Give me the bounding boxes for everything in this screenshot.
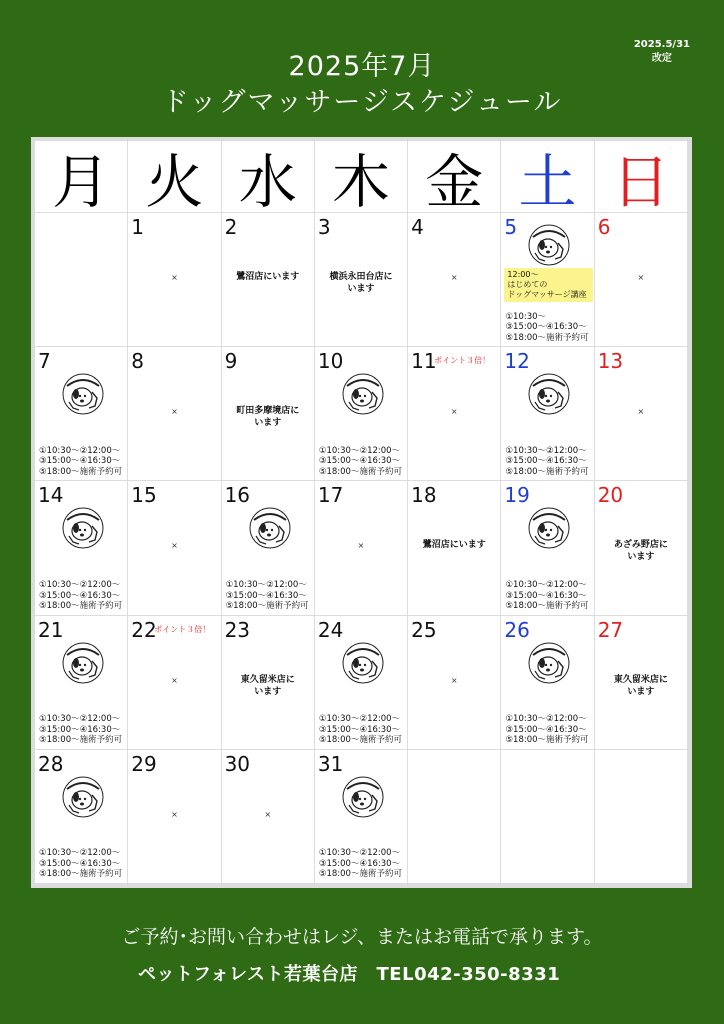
day-number: 16 [224, 483, 251, 508]
reservation-notice: ご予約･お問い合わせはレジ、またはお電話で承ります。 [121, 926, 603, 948]
day-cell [315, 750, 408, 884]
day-number: 5 [504, 215, 518, 239]
day-cell [222, 616, 315, 750]
revision-note [634, 38, 690, 66]
revised-label: 改定 [651, 53, 672, 64]
day-number: 31 [317, 751, 344, 776]
dog-massage-logo-icon [61, 641, 105, 685]
location-note: あざみ野店に います [613, 540, 668, 563]
time-slots: ①10:30～ ③15:00～④16:30～ ⑤18:00～施術予約可 [505, 311, 589, 343]
dog-massage-logo-icon [248, 506, 292, 550]
weekday-header: 水 [222, 141, 315, 213]
day-cell [408, 750, 501, 884]
day-number: 14 [38, 483, 64, 508]
location-note: 横浜永田台店に います [329, 272, 393, 294]
day-cell [128, 750, 221, 884]
day-cell [595, 347, 688, 481]
day-cell [128, 481, 221, 615]
time-slots: ①10:30～②12:00～ ③15:00～④16:30～ ⑤18:00～施術予約可 [318, 714, 402, 746]
day-cell [595, 213, 688, 347]
calendar-frame [31, 137, 692, 888]
calendar-subtitle: ドッグマッサージスケジュール [161, 87, 563, 118]
day-number: 19 [504, 483, 530, 508]
day-cell [501, 347, 594, 481]
day-number: 3 [317, 215, 331, 239]
day-cell [35, 750, 128, 884]
time-slots: ①10:30～②12:00～ ③15:00～④16:30～ ⑤18:00～施術予約可 [505, 580, 589, 612]
day-cell [315, 213, 408, 347]
weekday-header: 木 [315, 141, 408, 213]
location-note: 東久留米店に います [613, 674, 668, 697]
calendar-title: 2025年7月 [288, 51, 436, 82]
day-cell [408, 347, 501, 481]
dog-massage-logo-icon [61, 506, 105, 550]
dog-massage-logo-icon [61, 372, 105, 416]
day-number: 1 [131, 215, 145, 239]
day-cell [128, 616, 221, 750]
closed-mark: × [450, 675, 458, 685]
day-number: 7 [38, 349, 51, 374]
day-number: 20 [597, 483, 624, 508]
day-number: 10 [317, 349, 344, 374]
dog-massage-logo-icon [527, 506, 571, 550]
time-slots: ①10:30～②12:00～ ③15:00～④16:30～ ⑤18:00～施術予約可 [39, 848, 123, 880]
time-slots: ①10:30～②12:00～ ③15:00～④16:30～ ⑤18:00～施術予約可 [225, 580, 309, 612]
day-cell [501, 481, 594, 615]
location-note: 東久留米店に います [240, 674, 295, 697]
time-slots: ①10:30～②12:00～ ③15:00～④16:30～ ⑤18:00～施術予約可 [39, 445, 123, 477]
weekday-header: 土 [501, 141, 594, 213]
calendar-grid [35, 141, 688, 884]
day-cell [408, 616, 501, 750]
day-number: 22 [131, 617, 157, 642]
time-slots: ①10:30～②12:00～ ③15:00～④16:30～ ⑤18:00～施術予約可 [505, 714, 589, 746]
day-cell [35, 616, 128, 750]
dog-massage-logo-icon [341, 641, 385, 685]
day-cell [595, 616, 688, 750]
day-number: 21 [38, 617, 64, 642]
day-number: 8 [131, 349, 145, 374]
day-cell [595, 750, 688, 884]
day-number: 23 [224, 617, 251, 642]
day-cell [408, 213, 501, 347]
dog-massage-logo-icon [527, 641, 571, 685]
day-cell [315, 347, 408, 481]
closed-mark: × [357, 541, 365, 551]
location-note: 鷺沼店にいます [422, 540, 486, 551]
dog-massage-logo-icon [527, 223, 571, 267]
closed-mark: × [450, 273, 458, 282]
day-number: 24 [317, 617, 344, 642]
store-contact: ペットフォレスト若葉台店 TEL042-350-8331 [138, 964, 561, 985]
dog-massage-logo-icon [341, 372, 385, 416]
closed-mark: × [171, 273, 178, 282]
day-cell [501, 616, 594, 750]
day-number: 28 [38, 751, 64, 776]
time-slots: ①10:30～②12:00～ ③15:00～④16:30～ ⑤18:00～施術予約可 [39, 714, 123, 746]
day-cell [222, 750, 315, 884]
day-cell [501, 213, 594, 347]
day-number: 6 [597, 215, 611, 239]
day-cell [595, 481, 688, 615]
day-cell [408, 481, 501, 615]
weekday-header: 日 [595, 141, 688, 213]
closed-mark: × [171, 675, 178, 685]
day-cell [501, 750, 594, 884]
closed-mark: × [171, 809, 178, 819]
closed-mark: × [637, 407, 645, 417]
day-cell [222, 481, 315, 615]
closed-mark: × [450, 407, 458, 417]
calendar [35, 141, 688, 884]
day-number: 4 [411, 215, 424, 239]
closed-mark: × [171, 407, 178, 417]
location-note: 鷺沼店にいます [236, 272, 300, 282]
weekday-header: 月 [35, 141, 128, 213]
day-number: 25 [411, 617, 437, 642]
dog-massage-logo-icon [341, 775, 385, 819]
day-cell [315, 616, 408, 750]
day-cell [35, 347, 128, 481]
weekday-header: 火 [128, 141, 221, 213]
day-cell [128, 213, 221, 347]
day-number: 17 [317, 483, 344, 508]
revised-date: 2025.5/31 [633, 39, 690, 50]
closed-mark: × [171, 541, 178, 551]
location-note: 町田多摩境店に います [236, 406, 300, 429]
event-note: 12:00～ はじめての ドッグマッサージ講座 [504, 268, 593, 302]
day-number: 30 [224, 751, 251, 776]
points-badge: ポイント３倍！ [154, 624, 211, 634]
points-badge: ポイント３倍！ [434, 356, 491, 366]
day-cell [35, 213, 128, 347]
dog-massage-logo-icon [61, 775, 105, 819]
day-number: 26 [504, 617, 530, 642]
dog-massage-logo-icon [527, 372, 571, 416]
closed-mark: × [637, 273, 645, 282]
time-slots: ①10:30～②12:00～ ③15:00～④16:30～ ⑤18:00～施術予約可 [505, 445, 589, 477]
day-number: 2 [224, 215, 238, 239]
day-number: 13 [597, 349, 624, 374]
time-slots: ①10:30～②12:00～ ③15:00～④16:30～ ⑤18:00～施術予約可 [39, 580, 123, 612]
weekday-header: 金 [408, 141, 501, 213]
day-cell [128, 347, 221, 481]
time-slots: ①10:30～②12:00～ ③15:00～④16:30～ ⑤18:00～施術予約可 [318, 848, 402, 880]
day-cell [35, 481, 128, 615]
day-number: 9 [224, 349, 238, 374]
day-number: 27 [597, 617, 624, 642]
closed-mark: × [264, 809, 272, 819]
day-number: 12 [504, 349, 530, 374]
day-number: 18 [411, 483, 437, 508]
day-number: 15 [131, 483, 157, 508]
day-cell [222, 347, 315, 481]
time-slots: ①10:30～②12:00～ ③15:00～④16:30～ ⑤18:00～施術予約可 [318, 445, 402, 477]
day-number: 11 [411, 349, 437, 374]
day-number: 29 [131, 751, 157, 776]
day-cell [222, 213, 315, 347]
day-cell [315, 481, 408, 615]
